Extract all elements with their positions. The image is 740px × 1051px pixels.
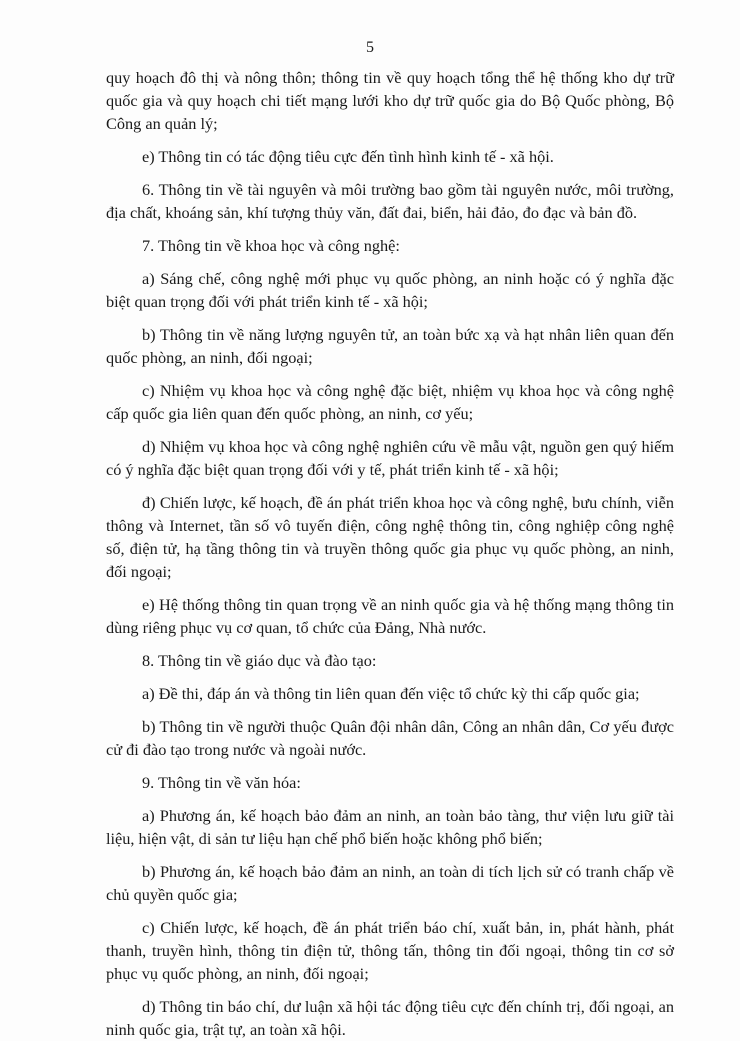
paragraph-8a: a) Đề thi, đáp án và thông tin liên quan đến việc tổ chức kỳ thi cấp quốc gia; (142, 684, 640, 703)
paragraph-9d: d) Thông tin báo chí, dư luận xã hội tác động tiêu cực đến chính trị, đối ngoại, an ninh quốc gia, trật tự, an toàn xã hội. (106, 997, 674, 1039)
document-body (106, 66, 674, 1051)
paragraph-7b: b) Thông tin về năng lượng nguyên tử, an toàn bức xạ và hạt nhân liên quan đến quốc phòng, an ninh, đối ngoại; (106, 325, 674, 367)
paragraph-7: 7. Thông tin về khoa học và công nghệ: (142, 236, 400, 255)
paragraph-5e: e) Thông tin có tác động tiêu cực đến tình hình kinh tế - xã hội. (142, 147, 554, 166)
page-number: 5 (366, 39, 374, 56)
paragraph-continuation: quy hoạch đô thị và nông thôn; thông tin về quy hoạch tổng thể hệ thống kho dự trữ quốc gia và quy hoạch chi tiết mạng lưới kho dự trữ quốc gia do Bộ Quốc phòng, Bộ Công an quản lý; (106, 68, 674, 133)
paragraph-7dd: đ) Chiến lược, kế hoạch, đề án phát triển khoa học và công nghệ, bưu chính, viễn thông và Internet, tần số vô tuyến điện, công nghệ thông tin, công nghiệp công nghệ số, điện tử, hạ tầng thông tin và truyền thông quốc gia phục vụ quốc phòng, an ninh, đối ngoại; (106, 493, 674, 581)
paragraph-8b: b) Thông tin về người thuộc Quân đội nhân dân, Công an nhân dân, Cơ yếu được cử đi đào tạo trong nước và ngoài nước. (106, 717, 674, 759)
paragraph-9c: c) Chiến lược, kế hoạch, đề án phát triển báo chí, xuất bản, in, phát hành, phát thanh, truyền hình, thông tin điện tử, thông tấn, thông tin đối ngoại, thông tin cơ sở phục vụ quốc phòng, an ninh, đối ngoại; (106, 918, 674, 983)
paragraph-6: 6. Thông tin về tài nguyên và môi trường bao gồm tài nguyên nước, môi trường, địa chất, khoáng sản, khí tượng thủy văn, đất đai, biển, hải đảo, đo đạc và bản đồ. (106, 180, 674, 222)
paragraph-7e: e) Hệ thống thông tin quan trọng về an ninh quốc gia và hệ thống mạng thông tin dùng riêng phục vụ cơ quan, tổ chức của Đảng, Nhà nước. (106, 595, 674, 637)
paragraph-9: 9. Thông tin về văn hóa: (142, 773, 301, 792)
paragraph-7c: c) Nhiệm vụ khoa học và công nghệ đặc biệt, nhiệm vụ khoa học và công nghệ cấp quốc gia liên quan đến quốc phòng, an ninh, cơ yếu; (106, 381, 674, 423)
paragraph-8: 8. Thông tin về giáo dục và đào tạo: (142, 651, 377, 670)
paragraph-7d: d) Nhiệm vụ khoa học và công nghệ nghiên cứu về mẫu vật, nguồn gen quý hiếm có ý nghĩa đặc biệt quan trọng đối với y tế, phát triển kinh tế - xã hội; (106, 437, 674, 479)
paragraph-9b: b) Phương án, kế hoạch bảo đảm an ninh, an toàn di tích lịch sử có tranh chấp về chủ quyền quốc gia; (106, 862, 674, 904)
paragraph-9a: a) Phương án, kế hoạch bảo đảm an ninh, an toàn bảo tàng, thư viện lưu giữ tài liệu, hiện vật, di sản tư liệu hạn chế phổ biến hoặc không phổ biến; (106, 806, 674, 848)
paragraph-7a: a) Sáng chế, công nghệ mới phục vụ quốc phòng, an ninh hoặc có ý nghĩa đặc biệt quan trọng đối với phát triển kinh tế - xã hội; (106, 269, 674, 311)
